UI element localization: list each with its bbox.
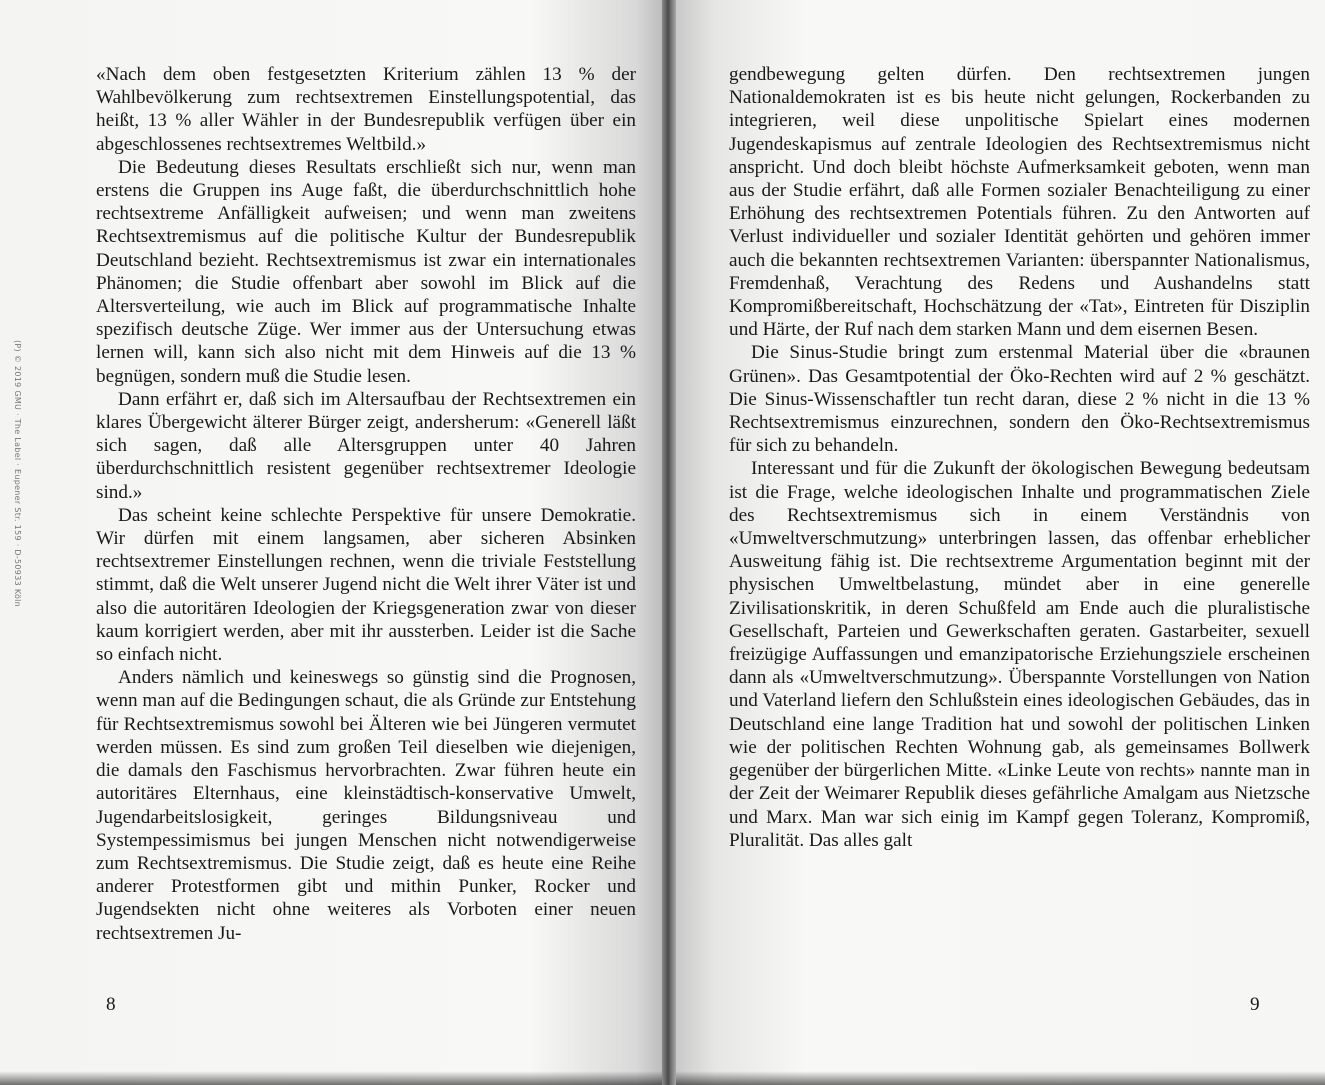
page-number-left: 8: [106, 994, 116, 1015]
paragraph: «Nach dem oben festgesetzten Kriterium zählen 13 % der Wahlbevölkerung zum rechtsextremen Einstellungspotential, das heißt, 13 % aller Wähler in der Bundesrepublik verfügen über ein abgeschlossenes rechtsextremes Weltbild.»: [96, 64, 636, 155]
paragraph: Anders nämlich und keineswegs so günstig sind die Prognosen, wenn man auf die Bedingungen schaut, die als Gründe zur Entstehung für Rechtsextremismus sowohl bei Älteren wie bei Jüngeren vermutet werden müssen. Es sind zum großen Teil dieselben wie diejenigen, die damals den Faschismus hervorbrachten. Zwar führen heute ein autoritäres Elternhaus, eine kleinstädtisch-konservative Umwelt, Jugendarbeitslosigkeit, geringes Bildungsniveau und Systempessimismus bei jungen Menschen nicht notwendigerweise zum Rechtsextremismus. Die Studie zeigt, daß es heute eine Reihe anderer Protestformen gibt und mithin Punker, Rocker und Jugendsekten nicht ohne weiteres als Vorboten einer neuen rechtsextremen Ju-: [96, 667, 636, 944]
copyright-text: (P) © 2019 GMU · The Label · Eupener Str. 159 · D-50933 Köln: [13, 340, 22, 608]
copyright-margin-note: [8, 340, 22, 760]
paragraph: Dann erfährt er, daß sich im Altersaufbau der Rechtsextremen ein klares Übergewicht älterer Bürger zeigt, andersherum: «Generell läßt sich sagen, daß alle Altersgruppen unter 40 Jahren überdurchschnittlich resistent gegenüber rechtsextremer Ideologie sind.»: [96, 388, 636, 503]
page-edge-shadow: [0, 1071, 662, 1085]
paragraph: gendbewegung gelten dürfen. Den rechtsextremen jungen Nationaldemokraten ist es bis heute nicht gelungen, Rockerbanden zu integrieren, weil diese unpolitische Spielart eines modernen Jugendeskapismus auf zentrale Ideologien des Rechtsextremismus nicht anspricht. Und doch bleibt höchste Aufmerksamkeit geboten, wenn man aus der Studie erfährt, daß alle Formen sozialer Benachteiligung zu einer Erhöhung des rechtsextremen Potentials führen. Zu den Antworten auf Verlust individueller und sozialer Identität gehörten und gehören immer auch die bekannten rechtsextremen Varianten: überspannter Nationalismus, Fremdenhaß, Verachtung des Redens und Aushandelns statt Kompromißbereitschaft, Hochschätzung der «Tat», Eintreten für Disziplin und Härte, der Ruf nach dem starken Mann und dem eisernen Besen.: [729, 64, 1310, 341]
page-number-right: 9: [1250, 994, 1260, 1015]
paragraph: Die Bedeutung dieses Resultats erschließt sich nur, wenn man erstens die Gruppen ins Auge faßt, die überdurchschnittlich hohe rechtsextreme Anfälligkeit aufweisen; und wenn man zweitens Rechtsextremismus auf die politische Kultur der Bundesrepublik Deutschland bezieht. Rechtsextremismus ist zwar ein internationales Phänomen; die Studie offenbart aber sowohl im Blick auf die Altersverteilung, wie auch im Blick auf programmatische Inhalte spezifisch deutsche Züge. Wer immer aus der Untersuchung etwas lernen will, kann sich also nicht mit dem Hinweis auf die 13 % begnügen, sondern muß die Studie lesen.: [96, 156, 636, 387]
paragraph: Die Sinus-Studie bringt zum erstenmal Material über die «braunen Grünen». Das Gesamtpotential der Öko-Rechten wird auf 2 % geschätzt. Die Sinus-Wissenschaftler tun recht daran, diese 2 % nicht in die 13 % Rechtsextremismus einzurechnen, sondern den Öko-Rechtsextremismus für sich zu behandeln.: [729, 342, 1310, 457]
left-page: [0, 0, 662, 1085]
paragraph: Interessant und für die Zukunft der ökologischen Bewegung bedeutsam ist die Frage, welche ideologischen Inhalte und programmatischen Ziele des Rechtsextremismus sich in einem Verständnis von «Umweltverschmutzung» unterbringen lassen, das offenbar erheblicher Ausweitung fähig ist. Die rechtsextreme Argumentation beginnt mit der physischen Umweltbelastung, mündet aber in eine generelle Zivilisationskritik, in deren Schußfeld am Ende auch die pluralistische Gesellschaft, Parteien und Gewerkschaften geraten. Gastarbeiter, sexuell freizügige Auffassungen und emanzipatorische Erziehungsziele erscheinen dann als «Umweltverschmutzung». Überspannte Vorstellungen von Nation und Vaterland liefern den Schlußstein eines ideologischen Gebäudes, das in Deutschland eine lange Tradition hat und sowohl der politischen Linken wie der politischen Rechten Wohnung gab, als gemeinsames Bollwerk gegenüber der bürgerlichen Mitte. «Linke Leute von rechts» nannte man in der Zeit der Weimarer Republik dieses gefährliche Amalgam aus Nietzsche und Marx. Man war sich einig im Kampf gegen Toleranz, Kompromiß, Pluralität. Das alles galt: [729, 458, 1310, 851]
book-gutter: [662, 0, 676, 1085]
right-page-body: [729, 63, 1310, 852]
left-page-body: [96, 63, 636, 945]
right-page: [676, 0, 1325, 1085]
page-edge-shadow: [676, 1071, 1325, 1085]
paragraph: Das scheint keine schlechte Perspektive für unsere Demokratie. Wir dürfen mit einem langsamen, aber sicheren Absinken rechtsextremer Einstellungen rechnen, wenn die triviale Feststellung stimmt, daß die Welt unserer Jugend nicht die Welt ihrer Väter ist und also die autoritären Ideologien der Kriegsgeneration zwar von dieser kaum korrigiert werden, aber mit ihr aussterben. Leider ist die Sache so einfach nicht.: [96, 504, 636, 666]
